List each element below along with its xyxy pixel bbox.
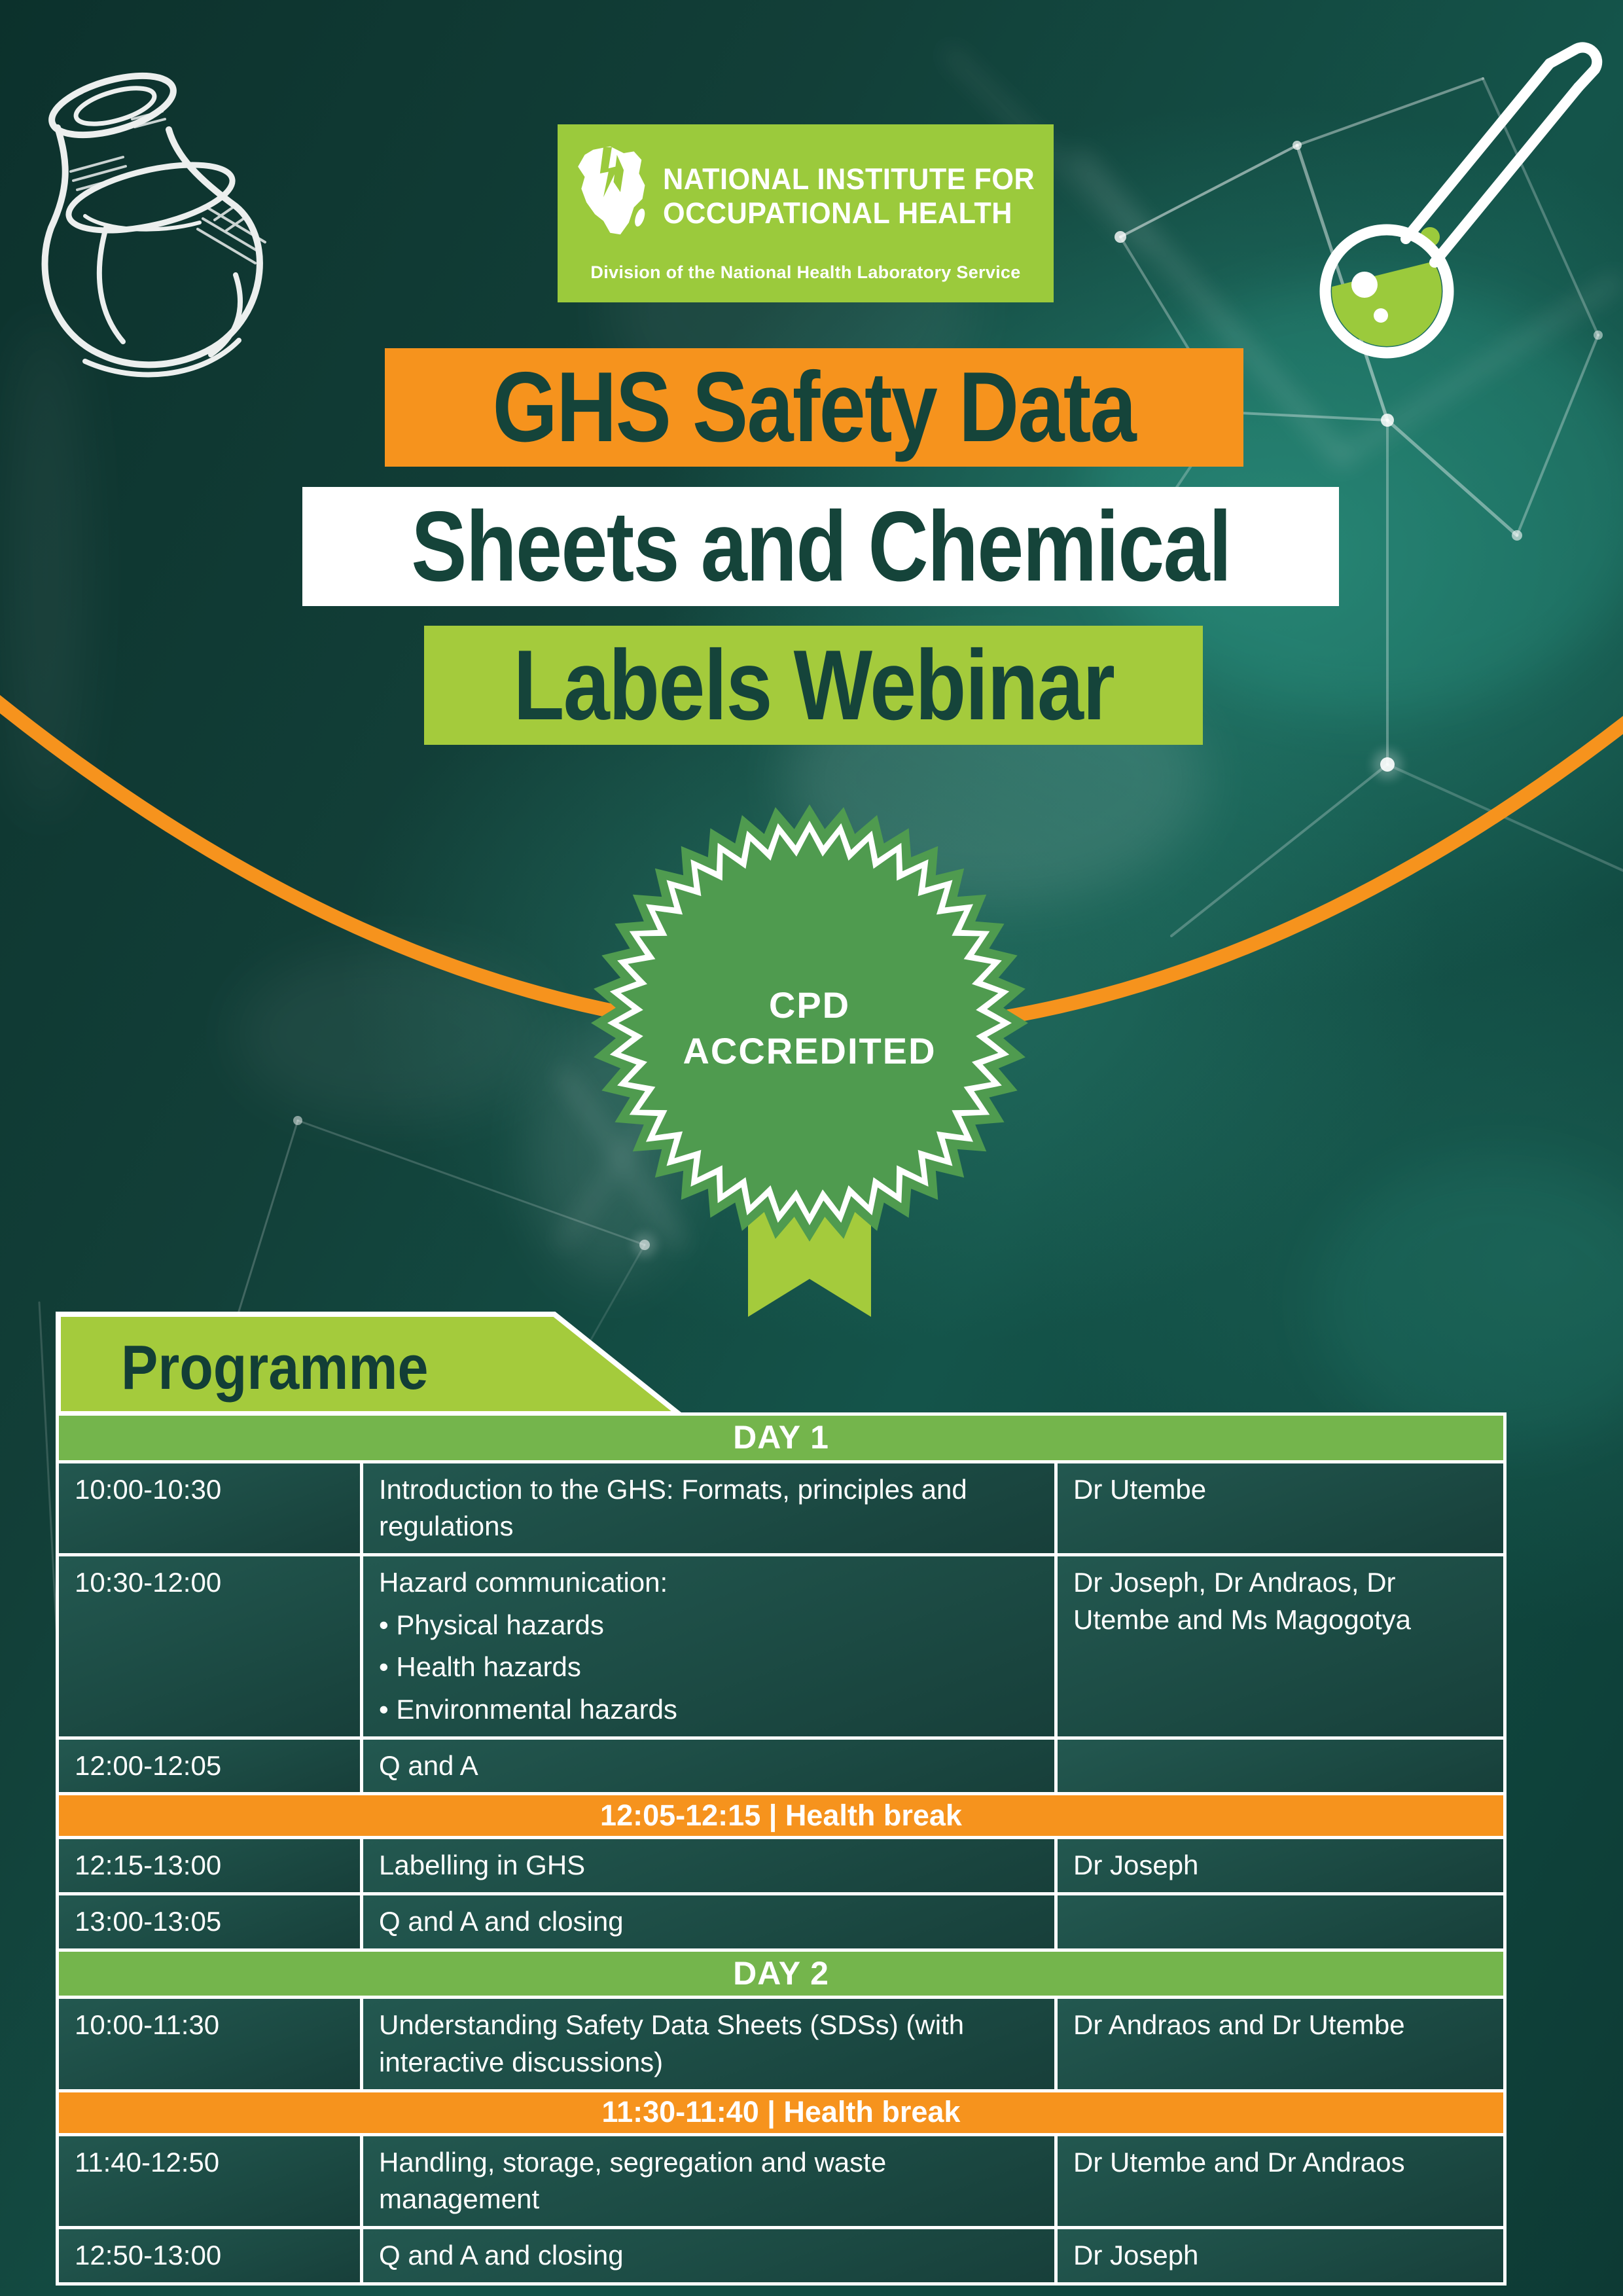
speaker-cell [1058, 1895, 1503, 1948]
time-cell: 13:00-13:05 [59, 1895, 360, 1948]
topic-line: • Environmental hazards [379, 1693, 677, 1725]
speaker-cell: Dr Joseph, Dr Andraos, Dr Utembe and Ms Magogotya [1058, 1556, 1503, 1736]
topic-cell [363, 1740, 1054, 1793]
day-header-row: DAY 2 [59, 1952, 1503, 1996]
health-break-row: 12:05-12:15 | Health break [59, 1795, 1503, 1836]
topic-cell [363, 2136, 1054, 2226]
time-cell: 10:00-10:30 [59, 1463, 360, 1553]
speaker-cell: Dr Joseph [1058, 2229, 1503, 2282]
topic-line: • Health hazards [379, 1651, 581, 1683]
topic-cell [363, 1895, 1054, 1948]
speaker-cell [1058, 1740, 1503, 1793]
time-cell: 10:30-12:00 [59, 1556, 360, 1736]
topic-line: Hazard communication: [379, 1566, 668, 1598]
topic-cell [363, 1463, 1054, 1553]
topic-cell [363, 1556, 1054, 1736]
logo-name [663, 162, 1050, 230]
topic-cell [363, 1999, 1054, 2089]
topic-line: Handling, storage, segregation and waste management [379, 2146, 887, 2215]
logo-name-line1: NATIONAL INSTITUTE FOR [663, 162, 1035, 196]
nioh-logo-block [558, 124, 1054, 302]
day-header-row: DAY 1 [59, 1416, 1503, 1460]
time-cell: 12:15-13:00 [59, 1839, 360, 1892]
programme-heading: Programme [121, 1333, 429, 1403]
chalk-flask-sketch-icon [39, 59, 314, 386]
topic-line: Q and A and closing [379, 1906, 624, 1937]
topic-line: Understanding Safety Data Sheets (SDSs) (with interactive discussions) [379, 2009, 965, 2077]
speaker-cell: Dr Utembe and Dr Andraos [1058, 2136, 1503, 2226]
topic-cell [363, 1839, 1054, 1892]
time-cell: 11:40-12:50 [59, 2136, 360, 2226]
topic-line: • Physical hazards [379, 1609, 604, 1640]
badge-text-line2: ACCREDITED [683, 1030, 936, 1071]
topic-line: Q and A [379, 1749, 478, 1781]
title-line-1: GHS Safety Data [385, 348, 1243, 467]
programme-banner [56, 1312, 776, 1416]
title-line-2: Sheets and Chemical [302, 487, 1339, 606]
badge-text-line1: CPD [768, 984, 851, 1026]
time-cell: 10:00-11:30 [59, 1999, 360, 2089]
speaker-cell: Dr Andraos and Dr Utembe [1058, 1999, 1503, 2089]
time-cell: 12:00-12:05 [59, 1740, 360, 1793]
programme-table [56, 1412, 1507, 2286]
tilted-flask-icon [1276, 20, 1623, 439]
topic-line: Q and A and closing [379, 2239, 624, 2270]
logo-division-text: Division of the National Health Laboratory Service [590, 262, 1021, 282]
topic-cell [363, 2229, 1054, 2282]
topic-line: Labelling in GHS [379, 1850, 586, 1881]
health-break-row: 11:30-11:40 | Health break [59, 2092, 1503, 2133]
speaker-cell: Dr Joseph [1058, 1839, 1503, 1892]
title-line-3: Labels Webinar [424, 626, 1203, 745]
logo-name-line2: OCCUPATIONAL HEALTH [663, 196, 1012, 230]
africa-map-icon [561, 145, 646, 248]
topic-line: Introduction to the GHS: Formats, principles and regulations [379, 1473, 967, 1542]
cpd-seal-badge [567, 781, 1052, 1265]
speaker-cell: Dr Utembe [1058, 1463, 1503, 1553]
time-cell: 12:50-13:00 [59, 2229, 360, 2282]
